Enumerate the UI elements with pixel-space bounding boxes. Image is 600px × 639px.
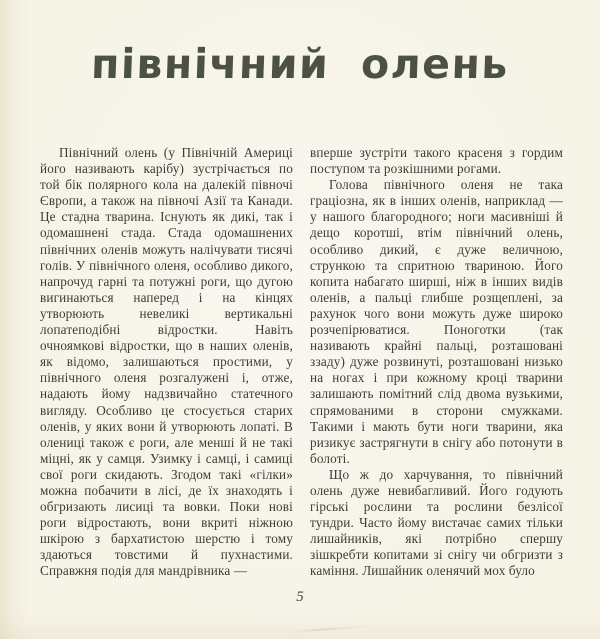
paragraph: Північний олень (у Північній Америці його називають карібу) зустрічається по той бік полярного кола на далекій півночі Європи, а також на півночі Азії та Канади. Це стадна тварина. Існують як дикі, так і одомашнені стада. Стада одомашнених північних оленів можуть налічувати тисячі голів. У північного оленя, особливо дикого, напрочуд гарні та потужні роги, що дугою вигинаються наперед і на кінцях утворюють невеликі вертикальні лопатеподібні відростки. Навіть очноямкові відростки, що в наших оленів, як відомо, залишаються простими, у північного оленя розгалужені і, отже, надають йому надзвичайно статечного вигляду. Особливо це стосується старих оленів, у яких вони й утворюють лопаті. В олениці також є роги, але менші й не такі міцні, як у самця. Узимку і самці, і самиці свої роги скидають. Згодом такі «гілки» можна побачити в лісі, де їх знаходять і обгризають лисиці та вовки. Поки нові роги відростають, вони вкриті ніжною шкірою з бархатистою шерстю і тому здаються товстими й пухнастими. Справжня подія для мандрівника —	[40, 145, 293, 579]
page-crease	[290, 625, 370, 633]
right-column	[310, 145, 563, 580]
page-number: 5	[296, 589, 304, 605]
page-title: північний олень	[90, 40, 510, 88]
left-column	[40, 145, 293, 580]
paragraph: вперше зустріти такого красеня з гордим поступом та розкішними рогами.	[310, 145, 563, 177]
text-columns	[40, 145, 563, 580]
paragraph: Голова північного оленя не така граціозна, як в інших оленів, наприклад — у нашого благородного; ноги масивніші й дещо коротші, втім північний олень, особливо дикий, є дуже величною, стрункою та спритною твариною. Його копита набагато ширші, ніж в інших видів оленів, а пальці глибше розщеплені, за рахунок чого вони можуть дуже широко розчепірюватися. Поноготки (так називають крайні пальці, розташовані ззаду) дуже розвинуті, розташовані низько на ногах і при кожному кроці тварини залишають помітний слід двома вузькими, спрямованими в сторони смужками. Такими і мають бути ноги тварини, яка ризикує застрягнути в снігу або потонути в болоті.	[310, 177, 563, 466]
paragraph: Що ж до харчування, то північний олень дуже невибагливий. Його годують гірські рослини та рослини безлісої тундри. Часто йому вистачає самих тільки лишайників, які потрібно спершу зішкребти копитами зі снігу чи обгризти з каміння. Лишайник оленячий мох було	[310, 466, 563, 579]
